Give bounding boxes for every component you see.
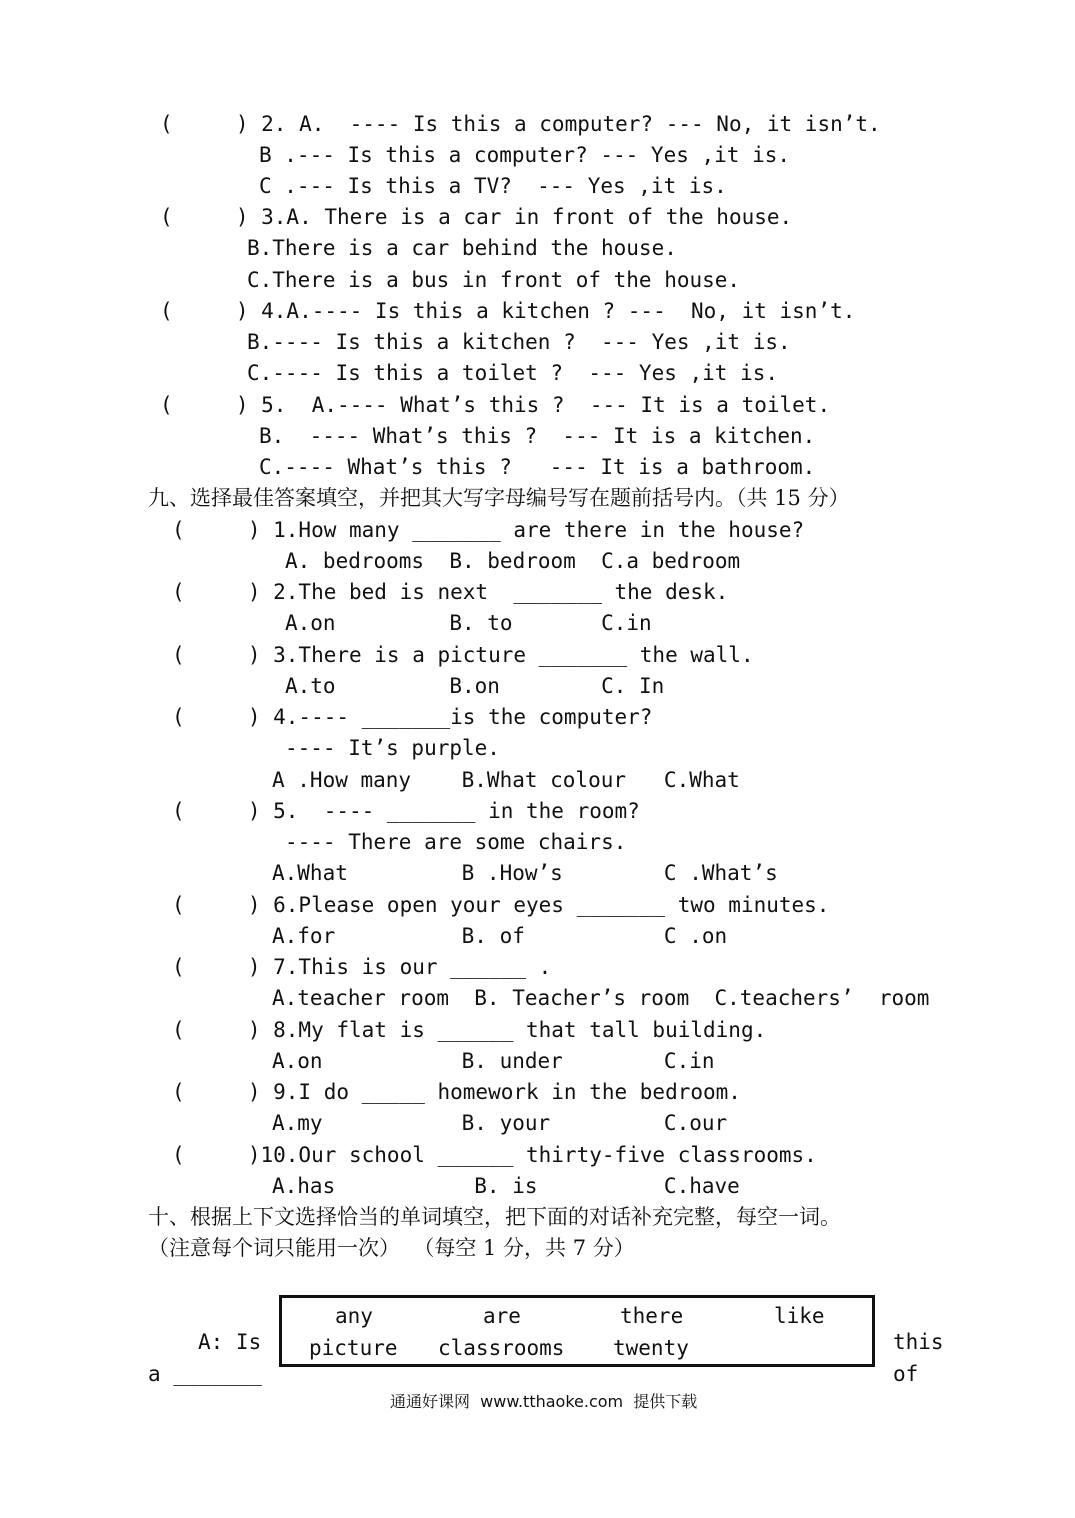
q9-6-options: A.for B. of C .on xyxy=(272,924,728,948)
q9-1-options: A. bedrooms B. bedroom C.a bedroom xyxy=(285,549,741,573)
word-are: are xyxy=(483,1304,521,1328)
q8-5-a: ( ) 5. A.---- What’s this ? --- It is a toilet. xyxy=(160,393,831,417)
word-picture: picture xyxy=(309,1336,398,1360)
q9-5: ( ) 5. ---- _______ in the room? xyxy=(172,799,640,823)
q8-5-c: C.---- What’s this ? --- It is a bathroom. xyxy=(259,455,816,479)
q9-7: ( ) 7.This is our ______ . xyxy=(172,955,552,979)
q9-4-options: A .How many B.What colour C.What xyxy=(272,768,740,792)
dialog-right-1: this xyxy=(893,1330,944,1354)
q8-2-a: ( ) 2. A. ---- Is this a computer? --- No, it isn’t. xyxy=(160,112,881,136)
q8-5-b: B. ---- What’s this ? --- It is a kitchen. xyxy=(259,424,816,448)
word-classrooms: classrooms xyxy=(438,1336,565,1360)
q9-7-options: A.teacher room B. Teacher’s room C.teachers’ room xyxy=(272,986,930,1010)
q9-3: ( ) 3.There is a picture _______ the wall. xyxy=(172,643,754,667)
q9-4-reply: ---- It’s purple. xyxy=(285,736,500,760)
q9-9-options: A.my B. your C.our xyxy=(272,1111,728,1135)
word-any: any xyxy=(335,1304,373,1328)
q9-10: ( )10.Our school ______ thirty-five classrooms. xyxy=(172,1143,817,1167)
section10-heading: 十、根据上下文选择恰当的单词填空，把下面的对话补充完整，每空一词。 xyxy=(148,1205,841,1229)
q9-6: ( ) 6.Please open your eyes _______ two minutes. xyxy=(172,893,830,917)
q9-8: ( ) 8.My flat is ______ that tall building. xyxy=(172,1018,767,1042)
q8-2-c: C .--- Is this a TV? --- Yes ,it is. xyxy=(259,174,727,198)
q9-5-options: A.What B .How’s C .What’s xyxy=(272,861,778,885)
q8-3-b: B.There is a car behind the house. xyxy=(247,236,677,260)
q9-9: ( ) 9.I do _____ homework in the bedroom. xyxy=(172,1080,741,1104)
q8-2-b: B .--- Is this a computer? --- Yes ,it is. xyxy=(259,143,791,167)
q9-8-options: A.on B. under C.in xyxy=(272,1049,715,1073)
q8-4-c: C.---- Is this a toilet ? --- Yes ,it is. xyxy=(247,361,779,385)
section9-heading: 九、选择最佳答案填空，并把其大写字母编号写在题前括号内。（共 15 分） xyxy=(148,486,850,510)
q9-3-options: A.to B.on C. In xyxy=(285,674,665,698)
q8-4-a: ( ) 4.A.---- Is this a kitchen ? --- No, it isn’t. xyxy=(160,299,856,323)
q9-2: ( ) 2.The bed is next _______ the desk. xyxy=(172,580,729,604)
q9-2-options: A.on B. to C.in xyxy=(285,611,652,635)
q9-1: ( ) 1.How many _______ are there in the house? xyxy=(172,518,805,542)
word-like: like xyxy=(774,1304,825,1328)
dialog-left-1: A: Is xyxy=(198,1330,262,1354)
q8-3-c: C.There is a bus in front of the house. xyxy=(247,268,741,292)
dialog-left-2: a _______ xyxy=(148,1362,262,1386)
q9-5-reply: ---- There are some chairs. xyxy=(285,830,627,854)
word-twenty: twenty xyxy=(613,1336,689,1360)
q8-4-b: B.---- Is this a kitchen ? --- Yes ,it is. xyxy=(247,330,791,354)
q9-4: ( ) 4.---- _______is the computer? xyxy=(172,705,653,729)
dialog-right-2: of xyxy=(893,1362,919,1386)
footer-text: 通通好课网 www.tthaoke.com 提供下载 xyxy=(390,1392,698,1411)
word-there: there xyxy=(620,1304,684,1328)
section10-subheading: （注意每个词只能用一次） （每空 1 分，共 7 分） xyxy=(148,1236,635,1260)
q8-3-a: ( ) 3.A. There is a car in front of the house. xyxy=(160,205,793,229)
q9-10-options: A.has B. is C.have xyxy=(272,1174,740,1198)
